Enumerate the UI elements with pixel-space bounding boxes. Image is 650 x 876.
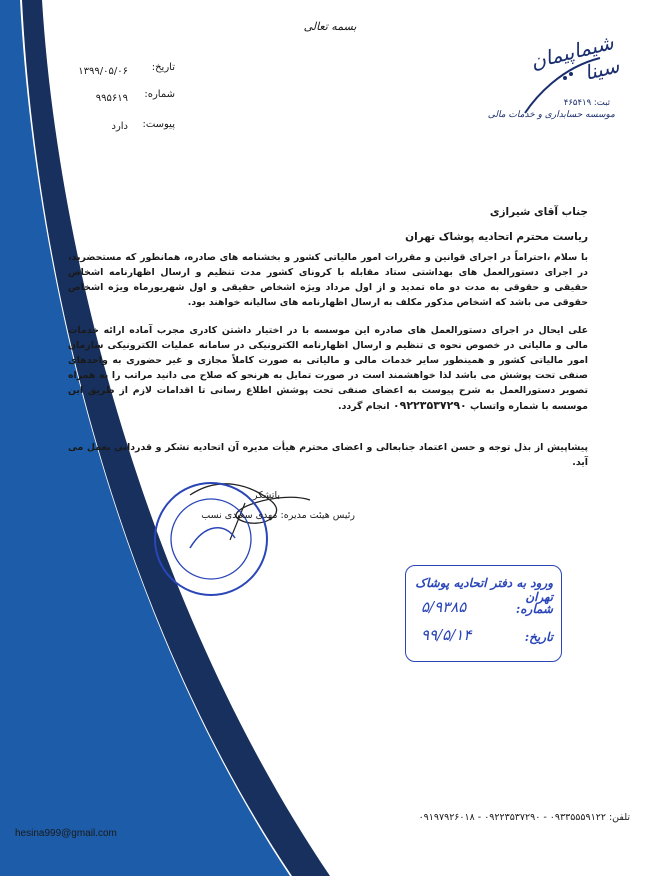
date-label: تاریخ: — [151, 62, 175, 73]
body-paragraph-3: پیشاپیش از بذل توجه و حسن اعتماد جنابعالی و اعضای محترم هیأت مدیره آن اتحادیه تشکر و قدردانی بعمل می آید. — [68, 442, 588, 468]
phone-label: تلفن: — [608, 812, 630, 823]
bismillah-header: بسمه تعالی — [303, 20, 357, 33]
body-paragraph-2-end: انجام گردد. — [338, 401, 390, 412]
logo-registration: ثبت: ۴۶۵۴۱۹ — [563, 98, 610, 108]
footer-phones — [130, 812, 630, 823]
number-value: ۹۹۵۶۱۹ — [95, 93, 128, 104]
stamp-number-value: ۵/۹۳۸۵ — [421, 598, 467, 616]
stamp-date-label: تاریخ: — [524, 630, 553, 644]
logo-subtitle: موسسه حسابداری و خدمات مالی — [487, 110, 615, 120]
body-paragraph-2 — [68, 323, 588, 414]
addressee-title: ریاست محترم اتحادیه پوشاک تهران — [405, 231, 588, 243]
logo-name: شیماپیمان سینا — [528, 30, 622, 86]
phone-numbers: ۰۹۳۳۵۵۵۹۱۲۲ - ۰۹۲۲۳۵۳۷۲۹۰ - ۰۹۱۹۷۹۲۶۰۱۸ — [418, 812, 606, 823]
addressee-name: جناب آقای شیرازی — [489, 206, 588, 218]
attachment-label: پیوست: — [142, 119, 175, 130]
signatory-block — [200, 490, 355, 521]
date-value: ۱۳۹۹/۰۵/۰۶ — [78, 66, 128, 77]
attachment-value: دارد — [111, 121, 128, 132]
footer-email: hesina999@gmail.com — [15, 828, 117, 839]
body-paragraph-1: با سلام ،احتراماً در اجرای قوانین و مقررات امور مالیاتی کشور و بخشنامه های صادره، همانطور که مستحضرید، در اجرای دستورالعمل های بهداشتی ستاد مقابله با کرونای کشور مدت تنظیم و ارسال اظهارنامه اشخاص حقیقی و حقوقی به مدت دو ماه تمدید و از اول مرداد ویژه اشخاص حقیقی و اول شهریورماه ویژه اشخاص حقوقی می باشد که اشخاص مذکور مکلف به ارسال اظهارنامه های سالیانه خواهند بود. — [68, 252, 588, 308]
stamp-number-label: شماره: — [515, 602, 553, 616]
whatsapp-number: ۰۹۲۲۳۵۳۷۲۹۰ — [392, 399, 467, 412]
body-paragraph-2-text: علی ایحال در اجرای دستورالعمل های صادره این موسسه با در اختیار داشتن کادری مجرب آماده ارائه خدمات مالی و مالیاتی در خصوص نحوه ی تنظیم و ارسال اظهارنامه الکترونیکی در سامانه عملیات الکترونیکی سازمان امور مالیاتی کشور و همینطور سایر خدمات مالی و مالیاتی به صورت کاملاً مجازی و غیر حضوری به واحدهای صنفی تحت پوشش می باشد لذا خواهشمند است در صورت تمایل به هرنحو که صلاح می دانید مراتب را به همراه تصویر دستورالعمل به شرح پیوست به اعضای صنفی تحت پوشش اطلاع رسانی تا اقدامات لازم از طریق این موسسه با شماره واتساپ — [68, 325, 588, 412]
receipt-stamp — [405, 565, 562, 662]
stamp-title: ورود به دفتر اتحادیه پوشاک تهران — [415, 576, 553, 604]
stamp-date-value: ۹۹/۵/۱۴ — [421, 626, 472, 644]
signatory-title: رئیس هیئت مدیره: مهدی سعیدی نسب — [201, 510, 355, 521]
signature-greeting: باتشکر — [252, 490, 280, 501]
number-label: شماره: — [144, 89, 175, 100]
